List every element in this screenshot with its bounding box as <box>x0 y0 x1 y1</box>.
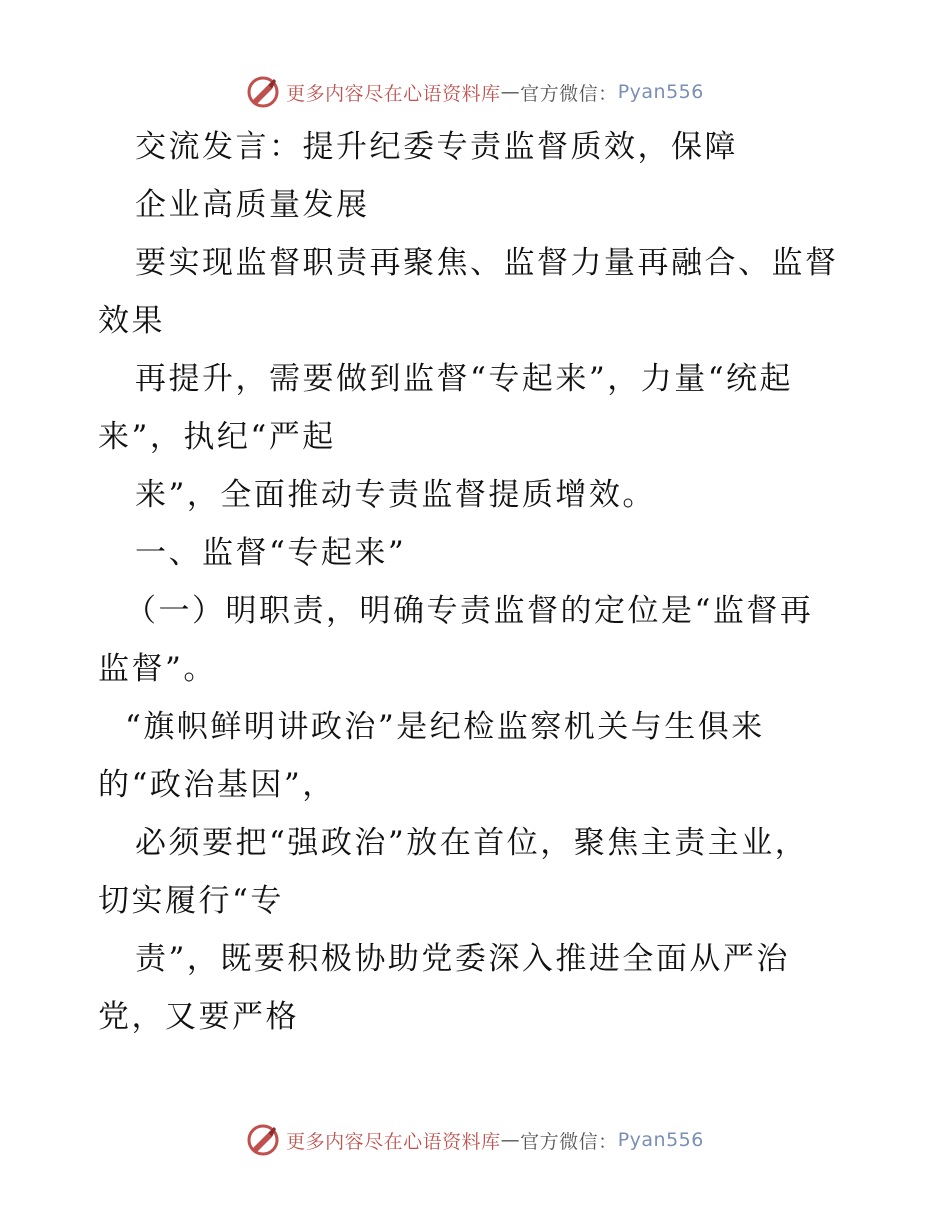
title-line-1: 交流发言：提升纪委专责监督质效，保障 <box>135 129 738 165</box>
watermark-wechat-label: 官方微信： <box>520 82 618 105</box>
pen-logo-icon <box>246 75 280 109</box>
paragraph-line: 监督”。 <box>98 651 217 687</box>
paragraph-line: 效果 <box>98 303 165 339</box>
paragraph-line: 来”，全面推动专责监督提质增效。 <box>135 477 656 513</box>
watermark-wechat-label: 官方微信： <box>520 1130 618 1153</box>
watermark-brand-text: 更多内容尽在心语资料库 <box>286 82 501 105</box>
pen-logo-icon <box>246 1123 280 1157</box>
section-heading: 一、监督“专起来” <box>135 535 407 571</box>
paragraph-line: 再提升，需要做到监督“专起来”，力量“统起 <box>135 361 794 397</box>
paragraph-line: 切实履行“专 <box>98 883 284 919</box>
watermark-footer <box>0 1120 950 1160</box>
document-body <box>98 118 854 1046</box>
paragraph-line: 党，又要严格 <box>98 999 299 1035</box>
paragraph-line: 必须要把“强政治”放在首位，聚焦主责主业， <box>135 825 809 861</box>
watermark-wechat-id: Pyan556 <box>617 81 704 103</box>
paragraph-line: 来”，执纪“严起 <box>98 419 336 455</box>
watermark-wechat-id: Pyan556 <box>617 1129 704 1151</box>
watermark-dash: — <box>500 81 521 103</box>
paragraph-line: 责”，既要积极协助党委深入推进全面从严治 <box>135 941 790 977</box>
paragraph-line: 要实现监督职责再聚焦、监督力量再融合、监督 <box>135 245 839 281</box>
title-line-2: 企业高质量发展 <box>135 187 370 223</box>
subsection-heading: （一）明职责，明确专责监督的定位是“监督再 <box>125 593 814 629</box>
paragraph-line: “旗帜鲜明讲政治”是纪检监察机关与生俱来 <box>125 709 765 745</box>
watermark-header <box>0 72 950 112</box>
watermark-brand-text: 更多内容尽在心语资料库 <box>286 1130 501 1153</box>
paragraph-line: 的“政治基因”， <box>98 767 336 803</box>
watermark-dash: — <box>500 1129 521 1151</box>
